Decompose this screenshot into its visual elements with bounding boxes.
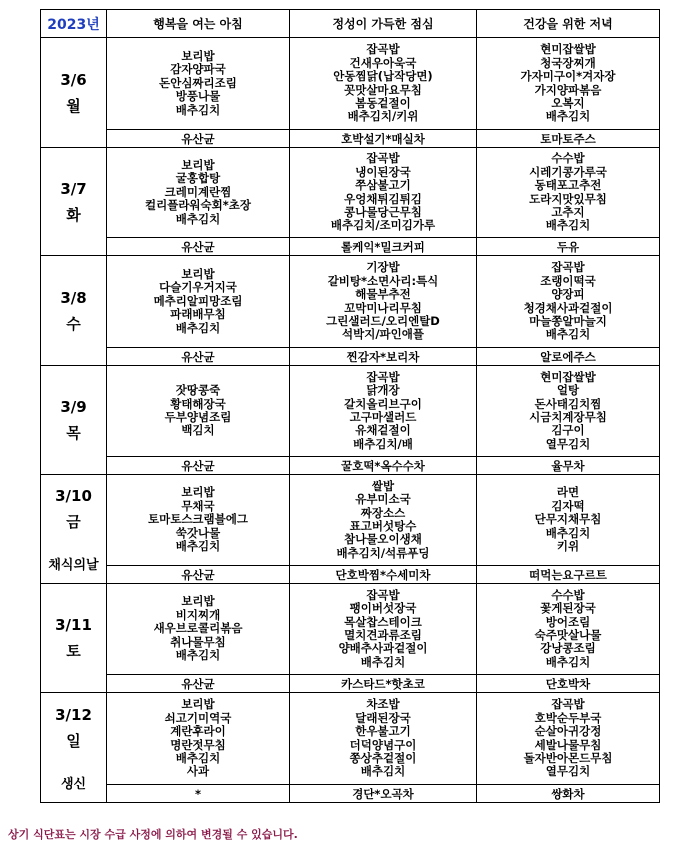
menu-item: 배추김치 [360,654,406,669]
snack-row [41,457,660,475]
day-date: 3/9 [60,398,87,416]
menu-item: 돈사태김치찜 [534,396,602,411]
menu-item: 비지찌개 [175,607,221,622]
snack-row [41,675,660,693]
breakfast-menu-cell [107,256,290,348]
menu-item: 명란젓무침 [170,737,226,752]
dinner-menu-cell [477,584,660,675]
snack-cell: 쌍화차 [477,785,660,803]
menu-item: 메추리알피망조림 [153,293,243,308]
snack-cell: 율무차 [477,457,660,475]
menu-item: 배추김치 [175,648,221,663]
menu-item: 쇠고기미역국 [164,710,232,725]
menu-item: 배추김치 [545,109,591,124]
day-weekday: 일 [66,731,81,750]
snack-row [41,566,660,584]
day-cell [41,256,107,366]
menu-item: 가지양파볶음 [534,82,602,97]
dinner-menu-cell [477,148,660,238]
lunch-menu-cell [290,693,477,785]
menu-item: 안동찜닭(납작당면) [333,69,433,84]
day-cell [41,38,107,148]
snack-row [41,785,660,803]
menu-item: 갈치올리브구이 [344,396,422,411]
snack-row [41,238,660,256]
menu-item: 조랭이떡국 [540,273,596,288]
menu-item: 시레기콩가루국 [529,164,607,179]
snack-cell: 유산균 [107,238,290,256]
menu-item: 보리밥 [181,157,215,172]
day-note: 채식의날 [48,558,99,573]
menu-item: 새우브로콜리볶음 [153,621,243,636]
menu-item: 건새우아욱국 [349,55,417,70]
menu-item: 고추지 [551,204,585,219]
menu-item: 시금치계장무침 [529,410,607,424]
menu-item: 냉이된장국 [355,164,411,179]
dinner-menu-cell [477,475,660,566]
menu-item: 참나물오이생채 [344,532,422,547]
day-row [41,584,660,675]
day-cell [41,148,107,256]
lunch-menu-cell [290,366,477,457]
lunch-menu-cell [290,256,477,348]
menu-item: 마늘쫑알마늘지 [529,313,607,328]
menu-item: 김자떡 [551,498,585,513]
menu-item: 세발나물무침 [534,737,602,752]
menu-item: 쌀밥 [371,478,395,493]
menu-item: 수수밥 [551,151,585,166]
menu-item: 얼탕 [556,383,580,398]
menu-item: 토마토스크램블에그 [148,512,248,527]
menu-item: 팽이버섯장국 [349,601,417,616]
day-row [41,256,660,348]
day-date: 3/10 [55,487,92,505]
menu-item: 봄동겉절이 [355,95,411,110]
menu-item: 잡곡밥 [551,697,585,712]
breakfast-menu-cell [107,475,290,566]
snack-cell: 카스타드*핫초코 [290,675,477,693]
menu-item: 굴홍합탕 [175,171,221,186]
lunch-menu-cell [290,584,477,675]
menu-item: 보리밥 [181,48,215,63]
snack-cell: 꿀호떡*옥수수차 [290,457,477,475]
day-note: 생신 [60,776,87,792]
snack-row [41,348,660,366]
breakfast-menu-cell [107,366,290,457]
menu-item: 해물부추전 [355,287,411,302]
snack-cell: 유산균 [107,675,290,693]
menu-item: 배추김치 [175,539,221,554]
day-weekday: 화 [66,205,81,224]
day-row [41,475,660,566]
menu-item: 잣땅콩죽 [175,383,221,398]
day-weekday: 수 [66,314,81,333]
dinner-menu-cell [477,693,660,785]
snack-cell: 경단*오곡차 [290,785,477,803]
day-cell [41,366,107,475]
menu-item: 배추김치 [545,525,591,540]
breakfast-menu-cell [107,693,290,785]
menu-item: 배추김치 [175,750,221,765]
menu-item: 쑥갓나물 [175,525,221,540]
meal-plan-table [40,9,660,803]
menu-item: 양장피 [551,287,585,302]
menu-item: 잡곡밥 [366,42,400,57]
day-date: 3/7 [60,179,87,198]
menu-item: 고구마샐러드 [349,410,417,424]
menu-item: 취나물무침 [170,634,226,649]
menu-item: 호박순두부국 [534,710,602,725]
day-row [41,38,660,130]
menu-item: 라면 [556,485,580,500]
snack-cell: 토마토주스 [477,130,660,148]
menu-item: 크레미계란찜 [164,184,232,199]
day-row [41,148,660,238]
menu-item: 감자양파국 [170,62,226,77]
menu-item: 열무김치 [545,436,591,451]
year-header: 2023년 [41,10,107,38]
menu-item: 청국장찌개 [540,55,596,70]
footer-note: 상기 식단표는 시장 수급 사정에 의하여 변경될 수 있습니다. [8,828,298,841]
menu-item: 가자미구이*겨자장 [520,69,616,84]
menu-item: 도라지맛있무침 [529,191,607,206]
menu-item: 무채국 [181,498,215,513]
menu-item: 배추김치 [360,764,406,779]
dinner-menu-cell [477,38,660,130]
menu-item: 오복지 [551,95,585,110]
menu-item: 더덕양념구이 [349,737,417,752]
menu-item: 잡곡밥 [366,369,400,384]
menu-item: 보리밥 [181,594,215,609]
snack-cell: 롤케익*밀크커피 [290,238,477,256]
dinner-header: 건강을 위한 저녁 [477,10,660,38]
menu-item: 순살아귀강정 [534,724,602,739]
dinner-menu-cell [477,366,660,457]
menu-item: 보리밥 [181,485,215,500]
menu-body [41,38,660,803]
menu-item: 짜장소스 [360,505,406,520]
menu-item: 갈비탕*소면사리:특식 [327,273,439,288]
menu-item: 배추김치 [175,102,221,117]
menu-item: 청경채사과겉절이 [523,300,613,315]
day-weekday: 토 [66,642,81,660]
breakfast-menu-cell [107,584,290,675]
snack-cell: 단호박찜*수세미차 [290,566,477,584]
snack-cell: 유산균 [107,130,290,148]
menu-item: 달래된장국 [355,710,411,725]
menu-item: 보리밥 [181,697,215,712]
day-date: 3/6 [60,70,87,89]
menu-item: 방어조림 [545,614,591,629]
menu-item: 열무김치 [545,764,591,779]
menu-item: 키위 [556,539,580,554]
menu-item: 황태해장국 [170,396,226,411]
menu-item: 배추김치/조미김가루 [330,218,436,233]
menu-item: 다슬기우거지국 [159,280,237,295]
day-row [41,693,660,785]
menu-item: 계란후라이 [170,724,226,739]
day-weekday: 목 [66,424,81,442]
snack-row [41,130,660,148]
menu-item: 쭈삼불고기 [355,178,411,193]
menu-item: 파래배무침 [170,307,226,322]
menu-item: 한우불고기 [355,724,411,739]
menu-item: 차조밥 [366,697,400,712]
menu-item: 꽃게된장국 [540,601,596,616]
snack-cell: * [107,785,290,803]
menu-item: 잡곡밥 [551,260,585,275]
menu-item: 양배추사과겉절이 [338,641,428,656]
lunch-header: 정성이 가득한 점심 [290,10,477,38]
day-date: 3/11 [55,616,92,634]
menu-item: 배추김치 [545,327,591,342]
menu-item: 배추김치 [175,320,221,335]
snack-cell: 단호박차 [477,675,660,693]
menu-item: 멸치견과류조림 [344,628,422,642]
menu-item: 사과 [186,764,210,779]
menu-item: 두부양념조림 [164,410,232,424]
menu-item: 배추김치 [175,211,221,226]
breakfast-menu-cell [107,38,290,130]
menu-item: 강낭콩조림 [540,641,596,656]
menu-item: 기장밥 [366,260,400,275]
breakfast-header: 행복을 여는 아침 [107,10,290,38]
day-date: 3/12 [55,705,92,724]
day-cell [41,584,107,693]
menu-item: 현미잡쌀밥 [540,369,596,384]
menu-item: 배추김치/배 [353,436,413,451]
snack-cell: 유산균 [107,457,290,475]
menu-item: 보리밥 [181,266,215,281]
menu-item: 꼿맛살마요무침 [344,82,422,97]
snack-cell: 알로에주스 [477,348,660,366]
menu-item: 잡곡밥 [366,151,400,166]
menu-item: 수수밥 [551,587,585,602]
menu-item: 잡곡밥 [366,587,400,602]
snack-cell: 찐감자*보리차 [290,348,477,366]
day-date: 3/8 [60,288,87,307]
menu-item: 그린샐러드/오리엔탈D [326,313,440,328]
menu-item: 석박지/파인애플 [342,327,424,342]
menu-item: 돈안심짜리조림 [159,75,237,90]
menu-item: 방풍나물 [175,89,221,104]
header-row [41,10,660,38]
snack-cell: 유산균 [107,348,290,366]
menu-item: 목살찹스테이크 [344,614,422,629]
menu-item: 배추김치/석류푸딩 [336,545,430,560]
day-cell [41,475,107,584]
lunch-menu-cell [290,38,477,130]
menu-item: 콩나물당근무침 [344,204,422,219]
menu-item: 배추김치 [545,218,591,233]
menu-item: 현미잡쌀밥 [540,42,596,57]
snack-cell: 호박설기*매실차 [290,130,477,148]
menu-item: 유부미소국 [355,492,411,507]
menu-item: 단무지채무침 [534,512,602,527]
menu-item: 표고버섯탕수 [349,519,417,533]
menu-item: 김구이 [551,423,585,438]
menu-item: 배추김치 [545,654,591,669]
day-row [41,366,660,457]
menu-item: 유채겉절이 [355,423,411,438]
menu-item: 쫑상추겉절이 [349,750,417,765]
menu-item: 동태포고추전 [534,178,602,193]
menu-item: 숙주맛살나물 [534,628,602,642]
menu-item: 백김치 [181,423,215,438]
snack-cell: 유산균 [107,566,290,584]
menu-item: 컬리플라워숙회*초장 [145,198,251,213]
menu-item: 우엉채튀김튀김 [344,191,422,206]
menu-item: 배추김치/키위 [347,109,419,124]
day-weekday: 월 [66,96,81,115]
dinner-menu-cell [477,256,660,348]
breakfast-menu-cell [107,148,290,238]
menu-item: 꼬막미나리무침 [344,300,422,315]
menu-item: 돌자반아몬드무침 [523,750,613,765]
lunch-menu-cell [290,475,477,566]
day-weekday: 금 [66,513,81,531]
day-cell [41,693,107,803]
lunch-menu-cell [290,148,477,238]
snack-cell: 떠먹는요구르트 [477,566,660,584]
snack-cell: 두유 [477,238,660,256]
menu-item: 닭개장 [366,383,400,398]
